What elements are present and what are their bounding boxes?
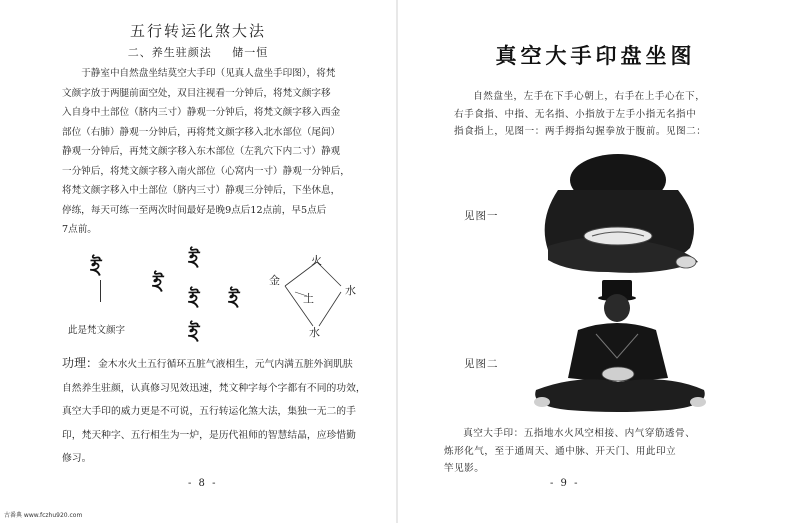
figure1-label: 见图一 (464, 210, 499, 222)
text-line: 入自身中土部位（脐内三寸）静观一分钟后，将梵文颜字移入西金 (62, 107, 341, 118)
function-label: 功理： (62, 356, 99, 370)
glyph-stem (100, 280, 101, 302)
metal-element: 金 (269, 274, 280, 287)
posture-instructions (454, 88, 754, 141)
text-line: 一分钟后，将梵文颜字移入南火部位（心窝内一寸）静观一分钟后， (62, 165, 350, 177)
mudra-explanation (444, 425, 754, 478)
function-section (62, 352, 367, 471)
sanskrit-glyph: ই (186, 246, 201, 270)
text-line: 停练，每天可练一至两次时间最好是晚9点后12点前，早5点后 (62, 204, 327, 216)
author-name: 储一恒 (232, 46, 269, 59)
figure2-label: 见图二 (464, 358, 499, 370)
sanskrit-glyph: ই (150, 270, 165, 294)
mudra-figure-two (518, 278, 718, 418)
text-line: 指食指上，见图一：两手拇指勾握拳放于腹前。见图二： (454, 126, 707, 137)
sanskrit-caption: 此是梵文颜字 (68, 325, 126, 336)
right-page-title: 真空大手印盘坐图 (495, 43, 696, 68)
right-page (398, 0, 793, 523)
text-line: 7点前。 (62, 224, 97, 235)
fire-element: 火 (311, 254, 322, 267)
site-watermark: 古番典 www.fczhu920.com (4, 512, 83, 519)
earth-element: 土 (303, 292, 314, 305)
text-line: 文颜字放于两腿前面空处，双目注视看一分钟后，将梵文颜字移 (62, 87, 331, 99)
text-line: 自然养生驻颜，认真修习见效迅速，梵文种字每个字都有不同的功效， (62, 382, 366, 394)
text-line: 静观一分钟后，再梵文颜字移入东木部位（左乳穴下内二寸）静观 (62, 146, 341, 157)
five-elements-diagram (255, 244, 375, 344)
text-line: 金木水火土五行循环五脏气液相生，元气内满五脏外润肌肤 (98, 359, 353, 370)
water-element-right: 水 (345, 284, 356, 297)
sanskrit-glyph: ই (186, 320, 201, 344)
sanskrit-glyph: ই (186, 286, 201, 310)
function-line-first (62, 352, 367, 377)
text-line: 真空大手印：五指地水火风空相接、内气穿筋透骨、 (463, 428, 696, 439)
left-page-title: 五行转运化煞大法 (129, 22, 266, 40)
text-line: 将梵文颜字移入中土部位（脐内三寸）静观三分钟后，下坐休息， (62, 185, 341, 196)
left-page-number: - 8 - (188, 478, 218, 489)
practice-instructions (62, 64, 362, 240)
text-line: 竿见影。 (444, 463, 485, 474)
left-page-subtitle (0, 44, 396, 60)
water-element-bottom: 水 (309, 326, 320, 339)
text-line: 右手食指、中指、无名指、小指放于左手小指无名指中 (454, 108, 697, 120)
sanskrit-glyph: ই (226, 286, 241, 310)
text-line: 修习。 (62, 453, 92, 464)
sanskrit-glyph: ই (88, 254, 103, 278)
text-line: 于静室中自然盘坐结莫空大手印（见真人盘坐手印图），将梵 (81, 68, 336, 79)
text-line: 部位（右肺）静观一分钟后，再将梵文颜字移入北水部位（尾闾） (62, 126, 341, 138)
text-line: 自然盘坐，左手在下手心朝上，右手在上手心在下， (473, 91, 706, 102)
left-page (0, 0, 396, 523)
section-heading: 二、养生驻颜法 (127, 46, 212, 59)
text-line: 真空大手印的威力更是不可说，五行转运化煞大法，集独一无二的手 (62, 406, 356, 417)
text-line: 印，梵天种字、五行相生为一炉，是历代祖师的智慧结晶，应珍惜勤 (62, 429, 356, 441)
text-line: 炼形化气，至于通周天、通中脉、开天门、用此印立 (444, 445, 677, 457)
mudra-figure-one (518, 150, 718, 280)
right-page-number: - 9 - (550, 478, 580, 489)
